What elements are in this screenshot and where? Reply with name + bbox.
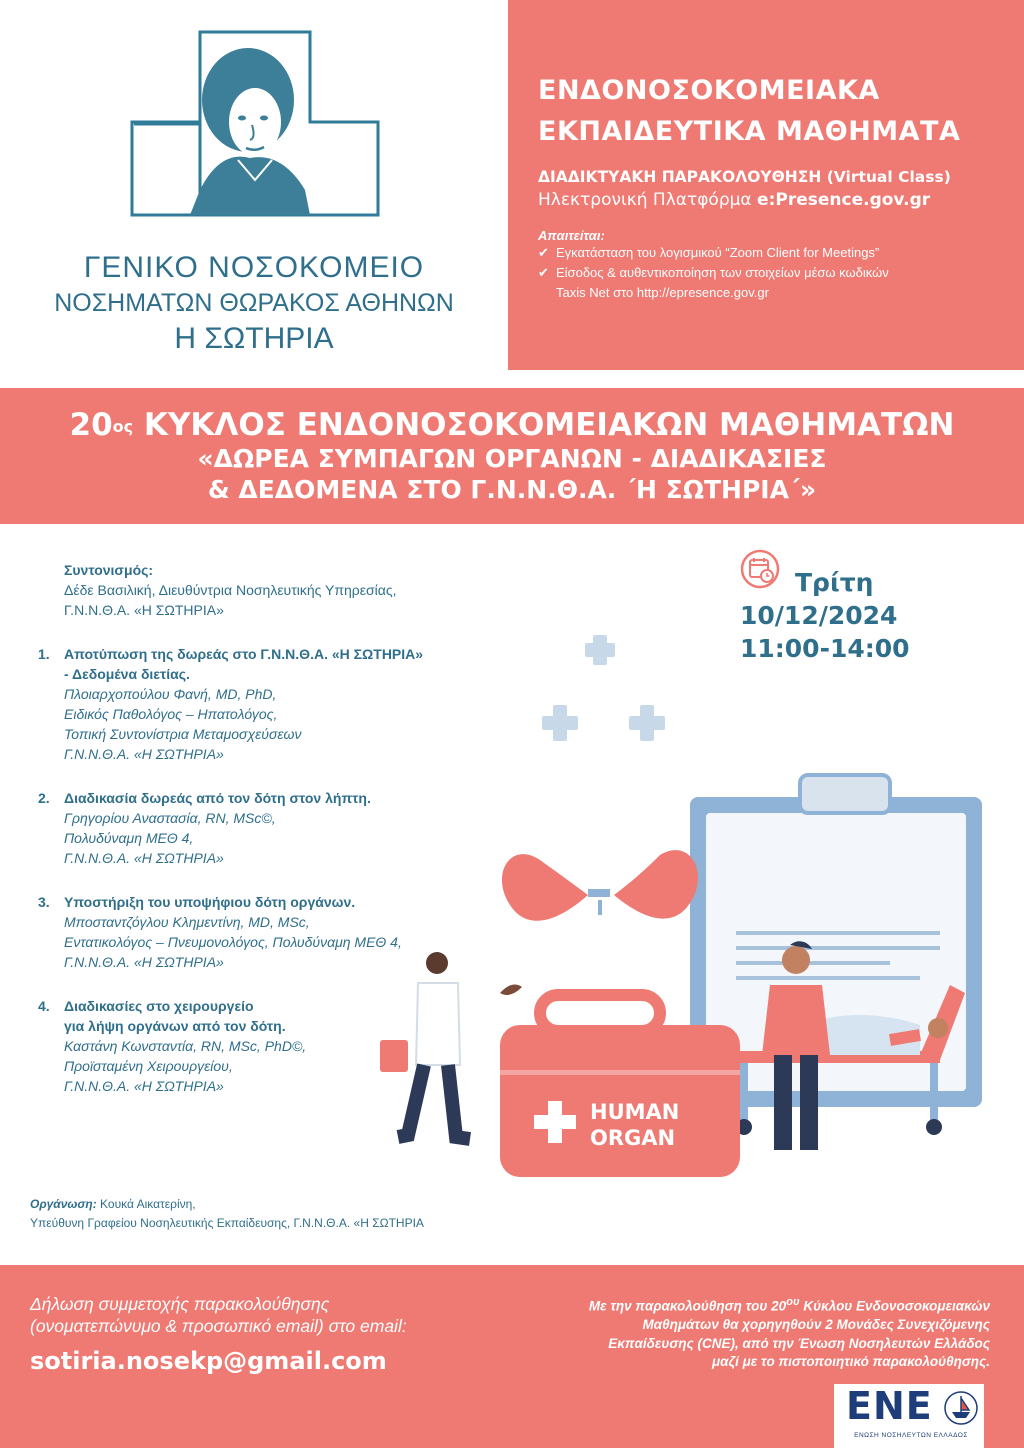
course-type-title-line1: ΕΝΔΟΝΟΣΟΚΟΜΕΙΑΚΑ <box>538 75 880 106</box>
ene-logo <box>834 1384 984 1448</box>
coordination-line2: Γ.Ν.Ν.Θ.Α. «Η ΣΩΤΗΡΙΑ» <box>64 602 224 618</box>
registration-email-link[interactable]: sotiria.nosekp@gmail.com <box>30 1347 387 1375</box>
cne-note-line3: Εκπαίδευσης (CNE), από την Ένωση Νοσηλευτών Ελλάδος <box>608 1335 990 1351</box>
organiser-line1 <box>30 1195 424 1214</box>
requirement-item <box>538 243 1024 263</box>
lecture-speaker: Εντατικολόγος – Πνευμονολόγος, Πολυδύναμη ΜΕΘ 4, <box>64 934 402 950</box>
hospital-name-line1: ΓΕΝΙΚΟ ΝΟΣΟΚΟΜΕΙΟ <box>83 251 425 284</box>
lecture-title: Υποστήριξη του υποψήφιου δότη οργάνων. <box>64 894 356 910</box>
cne-note-line1-sup: ου <box>786 1296 800 1308</box>
check-icon: ✔ <box>538 245 549 260</box>
organiser-name: Κουκά Αικατερίνη, <box>96 1197 196 1211</box>
cne-note-line4: μαζί με το πιστοποιητικό παρακολούθησης. <box>712 1354 990 1369</box>
lecture-speaker: Γ.Ν.Ν.Θ.Α. «Η ΣΩΤΗΡΙΑ» <box>64 1078 224 1094</box>
check-icon: ✔ <box>538 265 549 280</box>
organ-box-label-line1: HUMAN <box>590 1100 680 1124</box>
ene-logo-letters: ΕΝΕ <box>846 1384 933 1428</box>
requirement-item <box>538 263 1024 283</box>
course-type-title-line2: ΕΚΠΑΙΔΕΥΤΙΚΑ ΜΑΘΗΜΑΤΑ <box>538 116 961 147</box>
registration-instructions <box>30 1293 407 1337</box>
ene-logo-subtitle: ΕΝΩΣΗ ΝΟΣΗΛΕΥΤΩΝ ΕΛΛΑΔΟΣ <box>854 1432 968 1439</box>
lecture-number: 4. <box>38 998 50 1014</box>
cycle-title-line1 <box>0 406 1024 444</box>
hospital-name-line2: ΝΟΣΗΜΑΤΩΝ ΘΩΡΑΚΟΣ ΑΘΗΝΩΝ <box>54 289 454 317</box>
coordination-label: Συντονισμός: <box>64 562 154 578</box>
cne-note-line1-a: Με την παρακολούθηση του 20 <box>588 1298 787 1314</box>
hospital-cross-portrait-logo <box>130 30 380 220</box>
organ-box-label-line2: ORGAN <box>590 1126 676 1150</box>
lecture-speaker: Ειδικός Παθολόγος – Ηπατολόγος, <box>64 706 278 722</box>
lecture-title: Διαδικασίες στο χειρουργείο <box>64 998 254 1014</box>
platform-name: e:Presence.gov.gr <box>757 190 931 210</box>
event-date-value: 10/12/2024 <box>740 601 898 630</box>
lecture-speaker: Μποσταντζόγλου Κλημεντίνη, MD, MSc, <box>64 914 310 930</box>
cne-note-line1 <box>490 1293 990 1316</box>
coordination-line1: Δέδε Βασιλική, Διευθύντρια Νοσηλευτικής Υπηρεσίας, <box>64 582 397 598</box>
lecture-number: 2. <box>38 790 50 806</box>
attendance-mode: ΔΙΑΔΙΚΤΥΑΚΗ ΠΑΡΑΚΟΛΟΥΘΗΣΗ (Virtual Class) <box>538 168 951 186</box>
requirement-text: Είσοδος & αυθεντικοποίηση των στοιχείων μέσω κωδικών <box>556 265 889 280</box>
plus-decoration-icon <box>542 635 665 741</box>
lecture-number: 1. <box>38 646 50 662</box>
lecture-speaker: Τοπική Συντονίστρια Μεταμοσχεύσεων <box>64 726 302 742</box>
requirement-text: Taxis Net στο http://epresence.gov.gr <box>556 285 769 300</box>
requirements-label: Απαιτείται: <box>538 228 605 243</box>
registration-line2: (ονοματεπώνυμο & προσωπικό email) στο email: <box>30 1316 407 1336</box>
registration-line1: Δήλωση συμμετοχής παρακολούθησης <box>30 1294 330 1314</box>
requirement-item-continuation <box>538 283 1024 303</box>
cne-note-line2: Μαθημάτων θα χορηγηθούν 2 Μονάδες Συνεχιζόμενης <box>642 1317 990 1332</box>
cycle-number: 20 <box>69 407 113 443</box>
hospital-name-line3: Η ΣΩΤΗΡΙΑ <box>174 322 334 355</box>
requirement-text: Εγκατάσταση του λογισμικού “Zoom Client for Meetings” <box>556 245 880 260</box>
ship-emblem-icon <box>944 1390 978 1426</box>
platform-line <box>538 188 1024 212</box>
cne-note-line1-b: Κύκλου Ενδονοσοκομειακών <box>799 1298 990 1314</box>
lecture-speaker: Προϊσταμένη Χειρουργείου, <box>64 1058 233 1074</box>
lecture-title: - Δεδομένα διετίας. <box>64 666 190 682</box>
organ-donation-illustration <box>360 615 1000 1205</box>
organiser-role: Υπεύθυνη Γραφείου Νοσηλευτικής Εκπαίδευσης, Γ.Ν.Ν.Θ.Α. «Η ΣΩΤΗΡΙΑ <box>30 1216 424 1230</box>
event-time: 11:00-14:00 <box>740 634 910 663</box>
footer-band <box>0 1265 1024 1448</box>
event-day: Τρίτη <box>795 568 874 597</box>
lecture-number: 3. <box>38 894 50 910</box>
lecture-speaker: Γ.Ν.Ν.Θ.Α. «Η ΣΩΤΗΡΙΑ» <box>64 850 224 866</box>
course-type-title <box>538 70 1024 152</box>
lecture-speaker: Γ.Ν.Ν.Θ.Α. «Η ΣΩΤΗΡΙΑ» <box>64 954 224 970</box>
cycle-suffix: ος <box>112 417 134 436</box>
lecture-speaker: Γρηγορίου Αναστασία, RN, MSc©, <box>64 810 276 826</box>
lecture-speaker: Πολυδύναμη ΜΕΘ 4, <box>64 830 194 846</box>
cycle-title-line3: & ΔΕΔΟΜΕΝΑ ΣΤΟ Γ.Ν.Ν.Θ.Α. ΄Η ΣΩΤΗΡΙΑ΄» <box>207 475 817 504</box>
organiser-label: Οργάνωση: <box>30 1197 97 1211</box>
course-info-panel <box>508 0 1024 370</box>
lecture-title: για λήψη οργάνων από τον δότη. <box>64 1018 286 1034</box>
hospital-header <box>0 0 508 370</box>
platform-prefix: Ηλεκτρονική Πλατφόρμα <box>538 190 758 210</box>
cycle-title-line2: «ΔΩΡΕΑ ΣΥΜΠΑΓΩΝ ΟΡΓΑΝΩΝ - ΔΙΑΔΙΚΑΣΙΕΣ <box>197 444 827 473</box>
cycle-title-band <box>0 388 1024 524</box>
lecture-title: Διαδικασία δωρεάς από τον δότη στον λήπτη. <box>64 790 371 806</box>
hospital-name <box>0 250 508 358</box>
lecture-speaker: Καστάνη Κωνσταντία, RN, MSc, PhD©, <box>64 1038 307 1054</box>
lecture-speaker: Γ.Ν.Ν.Θ.Α. «Η ΣΩΤΗΡΙΑ» <box>64 746 224 762</box>
lecture-title: Αποτύπωση της δωρεάς στο Γ.Ν.Ν.Θ.Α. «Η ΣΩΤΗΡΙΑ» <box>64 646 424 662</box>
cne-credits-note <box>490 1293 990 1372</box>
lecture-speaker: Πλοιαρχοπούλου Φανή, MD, PhD, <box>64 686 277 702</box>
organiser <box>30 1195 424 1233</box>
cycle-title-text: ΚΥΚΛΟΣ ΕΝΔΟΝΟΣΟΚΟΜΕΙΑΚΩΝ ΜΑΘΗΜΑΤΩΝ <box>133 407 955 443</box>
